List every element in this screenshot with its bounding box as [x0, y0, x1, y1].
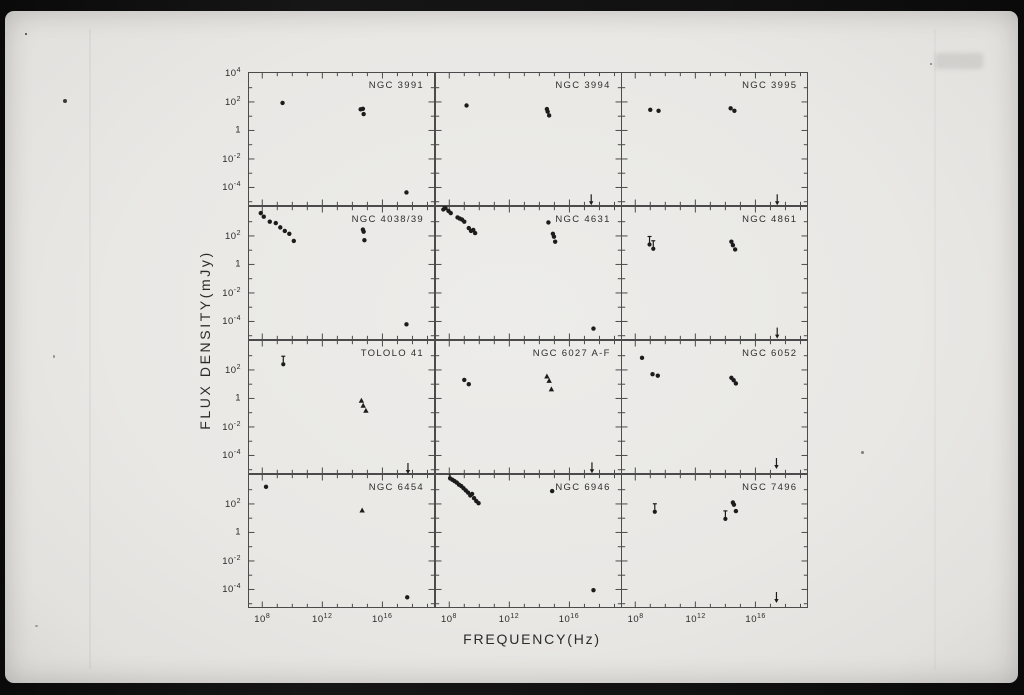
dot-marker — [292, 239, 296, 243]
limit-marker — [648, 236, 652, 246]
panel-title-tololo-41: TOLOLO 41 — [360, 348, 424, 359]
dot-marker — [362, 238, 366, 242]
dot-marker — [656, 373, 660, 377]
dot-marker — [546, 220, 550, 224]
dot-marker — [732, 502, 736, 506]
dot-marker — [733, 247, 737, 251]
panel-title-ngc-3995: NGC 3995 — [742, 80, 798, 91]
y-tick-label: 1 — [235, 258, 241, 270]
dot-marker — [729, 106, 733, 110]
panel-ngc-4038-39 — [248, 206, 435, 340]
dot-marker — [283, 229, 287, 233]
dot-marker — [470, 492, 474, 496]
x-tick-label: $10^8$ — [627, 613, 644, 626]
dot-marker — [551, 234, 555, 238]
y-tick-label: $10^{-2}$ — [222, 420, 241, 434]
x-tick-label: $10^{16}$ — [745, 613, 766, 626]
panel-plot-ngc-4038-39 — [248, 206, 435, 340]
dot-marker — [657, 109, 661, 113]
panel-plot-ngc-3994 — [435, 72, 622, 206]
panel-title-ngc-6027-a-f: NGC 6027 A-F — [532, 348, 611, 359]
dot-marker — [404, 190, 408, 194]
arrowdown-marker — [406, 463, 410, 474]
dot-marker — [476, 501, 480, 505]
x-tick-label: $10^8$ — [254, 613, 271, 626]
panel-ngc-4631 — [435, 206, 622, 340]
panel-plot-ngc-6027-a-f — [435, 340, 622, 474]
x-tick-label: $10^{16}$ — [558, 613, 580, 626]
dot-marker — [259, 211, 263, 215]
dot-marker — [274, 221, 278, 225]
dot-marker — [550, 489, 554, 493]
y-tick-label: $10^{-2}$ — [222, 286, 241, 300]
arrowdown-marker — [589, 462, 593, 473]
y-tick-label: $10^2$ — [225, 363, 241, 376]
panel-title-ngc-4631: NGC 4631 — [555, 214, 611, 225]
y-tick-label: 1 — [235, 526, 241, 538]
dot-marker — [361, 112, 365, 116]
dot-marker — [278, 225, 282, 229]
y-tick-label: $10^2$ — [225, 229, 241, 242]
arrowdown-marker — [589, 194, 593, 205]
panel-title-ngc-6946: NGC 6946 — [555, 482, 611, 493]
panel-title-ngc-3994: NGC 3994 — [555, 80, 611, 91]
dot-marker — [268, 219, 272, 223]
panel-plot-ngc-3991 — [248, 72, 435, 206]
limit-marker — [724, 511, 728, 521]
dot-marker — [545, 109, 549, 113]
dot-marker — [280, 101, 284, 105]
panel-plot-ngc-4861 — [621, 206, 808, 340]
panel-ngc-3995 — [621, 72, 808, 206]
panel-ngc-3994 — [435, 72, 622, 206]
y-tick-label: 1 — [235, 124, 241, 136]
dot-marker — [733, 109, 737, 113]
panel-ngc-6454 — [248, 474, 435, 608]
dot-marker — [591, 588, 595, 592]
dot-marker — [473, 231, 477, 235]
dot-marker — [731, 243, 735, 247]
y-tick-label: $10^{-4}$ — [222, 181, 241, 194]
dot-marker — [462, 378, 466, 382]
panel-title-ngc-7496: NGC 7496 — [742, 482, 798, 493]
arrowdown-marker — [775, 458, 779, 469]
limit-marker — [281, 356, 285, 366]
panel-ngc-3991 — [248, 72, 435, 206]
panel-ngc-7496 — [621, 474, 808, 608]
panel-title-ngc-4861: NGC 4861 — [742, 214, 798, 225]
dot-marker — [640, 356, 644, 360]
dot-marker — [734, 381, 738, 385]
x-tick-label: $10^{12}$ — [685, 613, 706, 626]
x-tick-label: $10^{12}$ — [312, 613, 333, 626]
dot-marker — [734, 509, 738, 513]
dot-marker — [553, 239, 557, 243]
panel-title-ngc-4038-39: NGC 4038/39 — [351, 214, 424, 225]
limit-marker — [653, 504, 657, 514]
arrowdown-marker — [775, 328, 779, 339]
dot-marker — [361, 107, 365, 111]
y-tick-label: $10^{-2}$ — [222, 152, 241, 166]
triangle-marker — [359, 398, 364, 403]
dot-marker — [648, 108, 652, 112]
panel-ngc-6027-a-f — [435, 340, 622, 474]
panel-plot-ngc-6052 — [621, 340, 808, 474]
panel-ngc-6052 — [621, 340, 808, 474]
y-tick-label: $10^{-4}$ — [222, 449, 241, 462]
panel-plot-ngc-6946 — [435, 474, 622, 608]
dot-marker — [591, 326, 595, 330]
dot-marker — [361, 229, 365, 233]
panel-title-ngc-3991: NGC 3991 — [368, 80, 424, 91]
x-axis-title: FREQUENCY(Hz) — [463, 631, 601, 647]
y-tick-label: $10^{-4}$ — [222, 583, 241, 596]
panel-tololo-41 — [248, 340, 435, 474]
dot-marker — [287, 232, 291, 236]
triangle-marker — [548, 386, 553, 391]
triangle-marker — [363, 408, 368, 413]
dot-marker — [651, 372, 655, 376]
arrowdown-marker — [775, 592, 779, 603]
dot-marker — [404, 322, 408, 326]
panel-title-ngc-6052: NGC 6052 — [742, 348, 798, 359]
y-tick-label: $10^2$ — [225, 95, 241, 108]
panel-plot-tololo-41 — [248, 340, 435, 474]
panel-plot-ngc-7496 — [621, 474, 808, 608]
dot-marker — [466, 382, 470, 386]
triangle-marker — [546, 378, 551, 383]
panel-ngc-6946 — [435, 474, 622, 608]
dot-marker — [464, 103, 468, 107]
panel-plot-ngc-3995 — [621, 72, 808, 206]
x-tick-label: $10^8$ — [440, 613, 457, 626]
x-tick-label: $10^{12}$ — [498, 613, 520, 626]
y-tick-label: $10^{-4}$ — [222, 315, 241, 328]
panel-title-ngc-6454: NGC 6454 — [368, 482, 424, 493]
dot-marker — [547, 113, 551, 117]
arrowdown-marker — [775, 194, 779, 205]
y-tick-label: $10^{-2}$ — [222, 554, 241, 568]
triangle-marker — [544, 374, 549, 379]
y-axis-title: FLUX DENSITY(mJy) — [197, 250, 213, 430]
panel-ngc-4861 — [621, 206, 808, 340]
dot-marker — [405, 595, 409, 599]
y-tick-label: $10^2$ — [225, 497, 241, 510]
dot-marker — [262, 214, 266, 218]
panel-plot-ngc-6454 — [248, 474, 435, 608]
dot-marker — [448, 211, 452, 215]
y-tick-label: $10^4$ — [225, 67, 241, 80]
dot-marker — [264, 485, 268, 489]
triangle-marker — [361, 403, 366, 408]
triangle-marker — [359, 508, 364, 513]
limit-marker — [652, 241, 656, 251]
x-tick-label: $10^{16}$ — [372, 613, 393, 626]
panel-plot-ngc-4631 — [435, 206, 622, 340]
dot-marker — [462, 219, 466, 223]
y-tick-label: 1 — [235, 392, 241, 404]
